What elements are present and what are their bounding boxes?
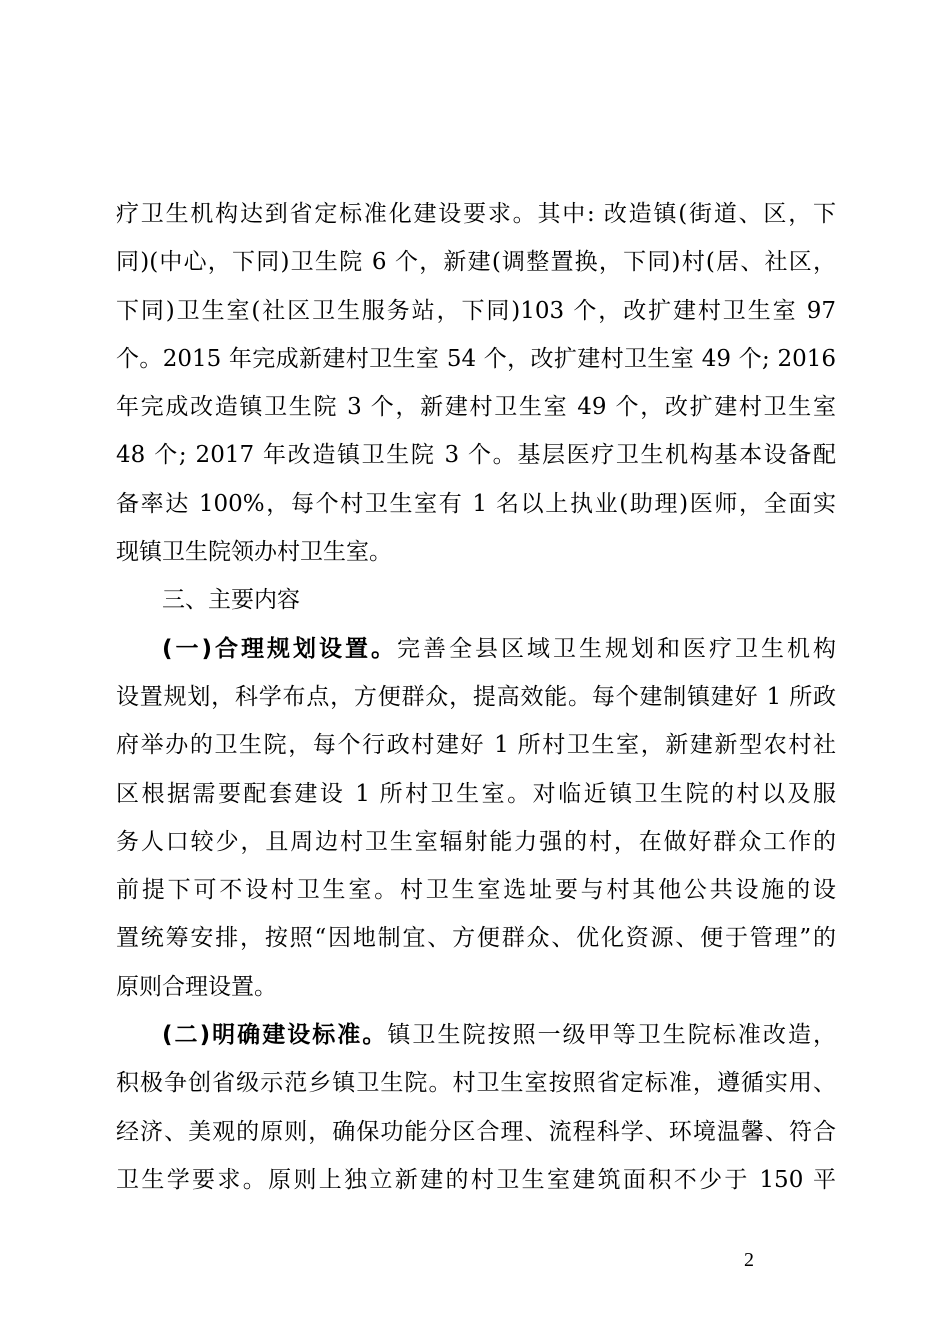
section-heading: 三、主要内容 (162, 587, 300, 614)
paragraph-1-line-7: 备率达 100%，每个村卫生室有 1 名以上执业(助理)医师，全面实 (116, 490, 836, 517)
paragraph-2-line-7: 置统筹安排，按照“因地制宜、方便群众、优化资源、便于管理”的 (116, 925, 836, 952)
paragraph-3-line-4: 卫生学要求。原则上独立新建的村卫生室建筑面积不少于 150 平 (116, 1166, 836, 1193)
paragraph-3-line-3: 经济、美观的原则，确保功能分区合理、流程科学、环境温馨、符合 (116, 1118, 836, 1145)
paragraph-1-line-8: 现镇卫生院领办村卫生室。 (116, 539, 392, 566)
paragraph-1 (116, 190, 836, 1204)
paragraph-3-line-2: 积极争创省级示范乡镇卫生院。村卫生室按照省定标准，遵循实用、 (116, 1070, 836, 1097)
paragraph-2-line-5: 务人口较少，且周边村卫生室辐射能力强的村，在做好群众工作的 (116, 828, 836, 855)
paragraph-1-line-4: 个。2015 年完成新建村卫生室 54 个，改扩建村卫生室 49 个; 2016 (116, 345, 836, 372)
paragraph-2-line-8: 原则合理设置。 (116, 973, 277, 1000)
paragraph-2-line-1 (116, 625, 836, 673)
paragraph-3-first-line-rest: 镇卫生院按照一级甲等卫生院标准改造， (387, 1022, 836, 1049)
paragraph-1-line-2: 同)(中心，下同)卫生院 6 个，新建(调整置换，下同)村(居、社区， (116, 249, 836, 276)
paragraph-2-line-3: 府举办的卫生院，每个行政村建好 1 所村卫生室，新建新型农村社 (116, 732, 836, 759)
paragraph-3-line-1 (116, 1011, 836, 1059)
paragraph-2-line-4: 区根据需要配套建设 1 所村卫生室。对临近镇卫生院的村以及服 (116, 780, 836, 807)
paragraph-2-line-6: 前提下可不设村卫生室。村卫生室选址要与村其他公共设施的设 (116, 877, 836, 904)
paragraph-2-first-line-rest: 完善全县区域卫生规划和医疗卫生机构 (397, 635, 836, 662)
paragraph-2-bold-lead: (一)合理规划设置。 (162, 635, 398, 662)
paragraph-1-line-5: 年完成改造镇卫生院 3 个，新建村卫生室 49 个，改扩建村卫生室 (116, 394, 836, 421)
paragraph-1-line-3: 下同)卫生室(社区卫生服务站，下同)103 个，改扩建村卫生室 97 (116, 297, 836, 324)
paragraph-2-line-2: 设置规划，科学布点，方便群众，提高效能。每个建制镇建好 1 所政 (116, 683, 836, 710)
paragraph-1-line-1: 疗卫生机构达到省定标准化建设要求。其中: 改造镇(街道、区，下 (116, 201, 836, 227)
paragraph-1-line-6: 48 个; 2017 年改造镇卫生院 3 个。基层医疗卫生机构基本设备配 (116, 442, 836, 469)
page-number: 2 (744, 1249, 754, 1271)
paragraph-3-bold-lead: (二)明确建设标准。 (162, 1022, 388, 1049)
